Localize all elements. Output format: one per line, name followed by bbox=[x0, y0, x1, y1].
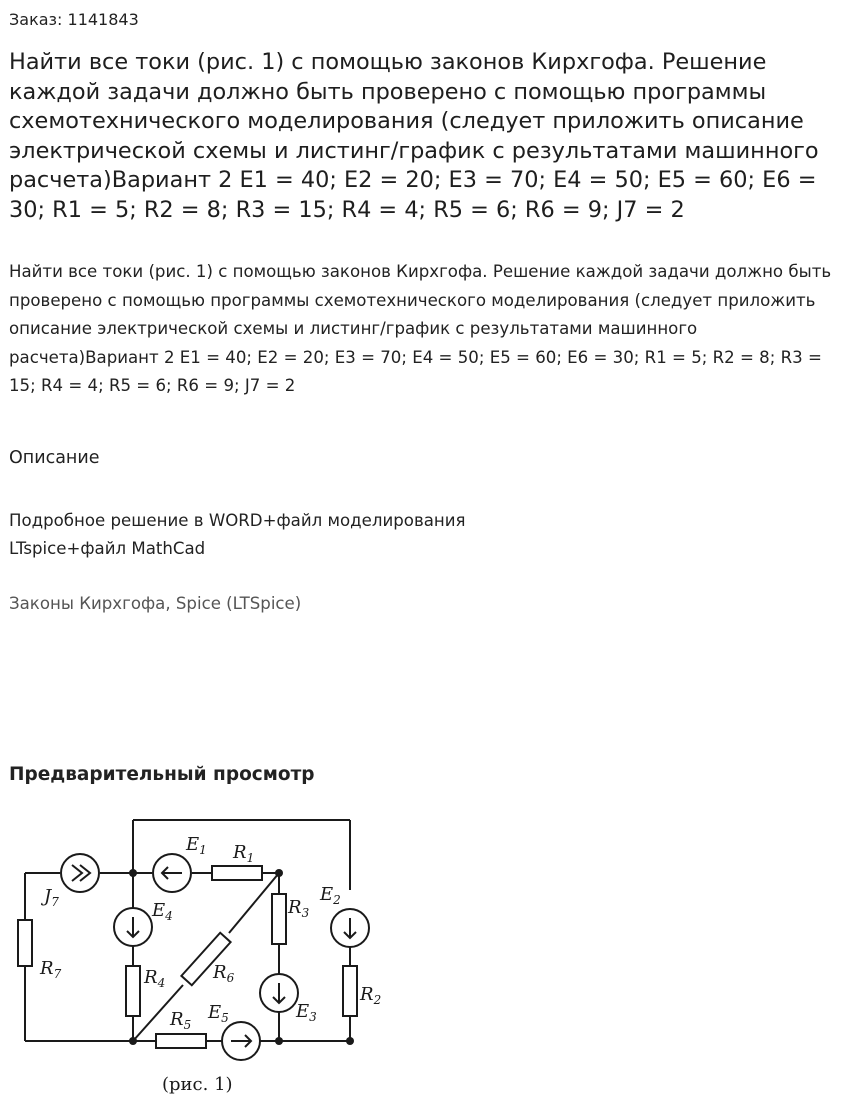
resistor-r2 bbox=[343, 966, 357, 1016]
label-e1: $E_1$ bbox=[186, 834, 207, 857]
label-j7: $J_7$ bbox=[44, 886, 59, 909]
resistor-r1 bbox=[212, 866, 262, 880]
label-r6: $R_6$ bbox=[213, 962, 235, 985]
label-r3: $R_3$ bbox=[288, 897, 310, 920]
label-e3: $E_3$ bbox=[296, 1001, 317, 1024]
resistor-r3 bbox=[272, 894, 286, 944]
label-e4: $E_4$ bbox=[152, 900, 173, 923]
label-e5: $E_5$ bbox=[208, 1002, 229, 1025]
resistor-r4 bbox=[126, 966, 140, 1016]
node-left-bottom bbox=[129, 1037, 137, 1045]
current-source-j7 bbox=[61, 854, 99, 892]
label-e2: $E_2$ bbox=[320, 884, 341, 907]
figure-caption: (рис. 1) bbox=[162, 1074, 233, 1095]
node-right-top bbox=[275, 869, 283, 877]
node-left-top bbox=[129, 869, 137, 877]
subject-tags: Законы Кирхгофа, Spice (LTSpice) bbox=[9, 594, 302, 613]
label-r5: $R_5$ bbox=[170, 1009, 192, 1032]
node-mid-bottom bbox=[275, 1037, 283, 1045]
label-r4: $R_4$ bbox=[144, 967, 166, 990]
label-r7: $R_7$ bbox=[40, 958, 62, 981]
label-r2: $R_2$ bbox=[360, 984, 382, 1007]
task-title: Найти все токи (рис. 1) с помощью законов Кирхгофа. Решение каждой задачи должно быть проверено с помощью программы схемотехнического моделирования (следует приложить описание электрической схемы и листинг/график с результатами машинного расчета)Вариант 2 E1 = 40; E2 = 20; E3 = 70; E4 = 50; E5 = 60; E6 = 30; R1 = 5; R2 = 8; R3 = 15; R4 = 4; R5 = 6; R6 = 9; J7 = 2 bbox=[9, 49, 819, 223]
resistor-r7 bbox=[18, 920, 32, 966]
resistor-r5 bbox=[156, 1034, 206, 1048]
description-heading: Описание bbox=[9, 448, 100, 468]
order-number: Заказ: 1141843 bbox=[9, 10, 139, 29]
task-text: Найти все токи (рис. 1) с помощью законов Кирхгофа. Решение каждой задачи должно быть проверено с помощью программы схемотехнического моделирования (следует приложить описание электрической схемы и листинг/график с результатами машинного расчета)Вариант 2 E1 = 40; E2 = 20; E3 = 70; E4 = 50; E5 = 60; E6 = 30; R1 = 5; R2 = 8; R3 = 15; R4 = 4; R5 = 6; R6 = 9; J7 = 2 bbox=[9, 262, 832, 396]
preview-heading: Предварительный просмотр bbox=[9, 764, 315, 785]
node-right-bottom bbox=[346, 1037, 354, 1045]
description-text: Подробное решение в WORD+файл моделирования LTspice+файл MathCad bbox=[9, 511, 466, 558]
circuit-diagram bbox=[0, 805, 400, 1110]
label-r1: $R_1$ bbox=[233, 842, 255, 865]
